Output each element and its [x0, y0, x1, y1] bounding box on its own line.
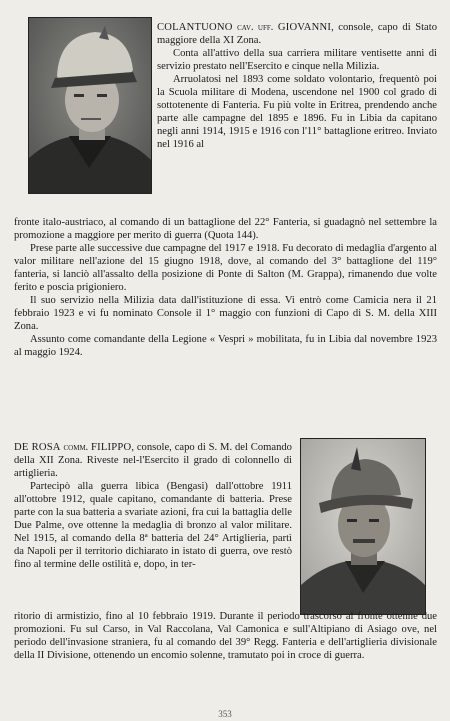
bio-name: DE ROSA	[14, 442, 61, 453]
bio-given-name: FILIPPO	[91, 442, 132, 453]
bio-paragraph: Assunto come comandante della Legione « Vespri » mobilitata, fu in Libia dal novembre 1923 al maggio 1924.	[14, 334, 437, 358]
bio-paragraph: fronte italo-austriaco, al comando di un battaglione del 22° Fanteria, si guadagnò nel settembre la promozione a maggiore per merito di guerra (Quota 144).	[14, 217, 437, 241]
bio-paragraph: Arruolatosi nel 1893 come soldato volontario, frequentò poi la Scuola militare di Modena, uscendone nel 1900 col grado di sottotenente di Fanteria. Fu più volte in Eritrea, prendendo anche parte alle campagne del 1895 e 1896. Fu in Libia da capitano negli anni 1914, 1915 e 1916 con l'11° battaglione eritreo. Inviato nel 1916 al	[157, 74, 437, 150]
bio-rank: cav. uff.	[237, 22, 274, 33]
bio-given-name: GIOVANNI	[277, 22, 332, 33]
bio-name: COLANTUONO	[157, 22, 233, 33]
bio-paragraph: Prese parte alle successive due campagne del 1917 e 1918. Fu decorato di medaglia d'argento al valor militare nell'azione del 15 giugno 1918, dove, al comando del 3° battaglione del 119° fanteria, si lanciò all'assalto della posizione di Ponte di Salton (M. Grappa), rimanendo due volte ferito e poscia prigioniero.	[14, 243, 437, 293]
bio-paragraph: Partecipò alla guerra libica (Bengasi) dall'ottobre 1911 all'ottobre 1912, quale capitano, comandante di batteria. Prese parte con la sua batteria a svariate azioni, fra cui la battaglia delle Due Palme, ove ottenne la medaglia di bronzo al valor militare. Nel 1915, al comando della 8ª batteria del 24° Artiglieria, partì da Napoli per il territorio dichiarato in istato di guerra, ove restò fino al termine delle ostilità e, dopo, in ter-	[14, 481, 292, 570]
bio-colantuono-top	[157, 21, 437, 151]
bio-rank: comm.	[63, 442, 89, 453]
bio-derosa-top	[14, 441, 292, 571]
page-number: 353	[218, 709, 232, 719]
bio-title-rest: , console, capo di Stato maggiore della XI Zona.	[157, 22, 437, 46]
bio-derosa-bottom	[14, 610, 437, 662]
portrait-photo-colantuono	[28, 17, 152, 194]
bio-paragraph: Il suo servizio nella Milizia data dall'istituzione di essa. Vi entrò come Camicia nera il 21 febbraio 1923 e vi fu nominato Console il 1° maggio con funzioni di Capo di S. M. della XIII Zona.	[14, 295, 437, 332]
bio-colantuono-bottom	[14, 216, 437, 359]
portrait-photo-de-rosa	[300, 438, 426, 615]
bio-paragraph: ritorio di armistizio, fino al 10 febbraio 1919. Durante il periodo trascorso al fronte ottenne due promozioni. Fu sul Carso, in Val Raccolana, Val Camonica e sull'Altipiano di Asiago ove, nel periodo dell'invasione straniera, fu al comando del 39° Regg. Fanteria e dell'artiglieria divisionale della II Divisione, ottenendo un encomio solenne, tramutato poi in croce di guerra.	[14, 611, 437, 661]
bio-paragraph: Conta all'attivo della sua carriera militare ventisette anni di servizio prestato nell'Esercito e cinque nella Milizia.	[157, 48, 437, 72]
bio-title-rest: , console, capo di S. M. del Comando della XII Zona. Riveste nel-l'Esercito il grado di colonnello di artiglieria.	[14, 442, 292, 479]
